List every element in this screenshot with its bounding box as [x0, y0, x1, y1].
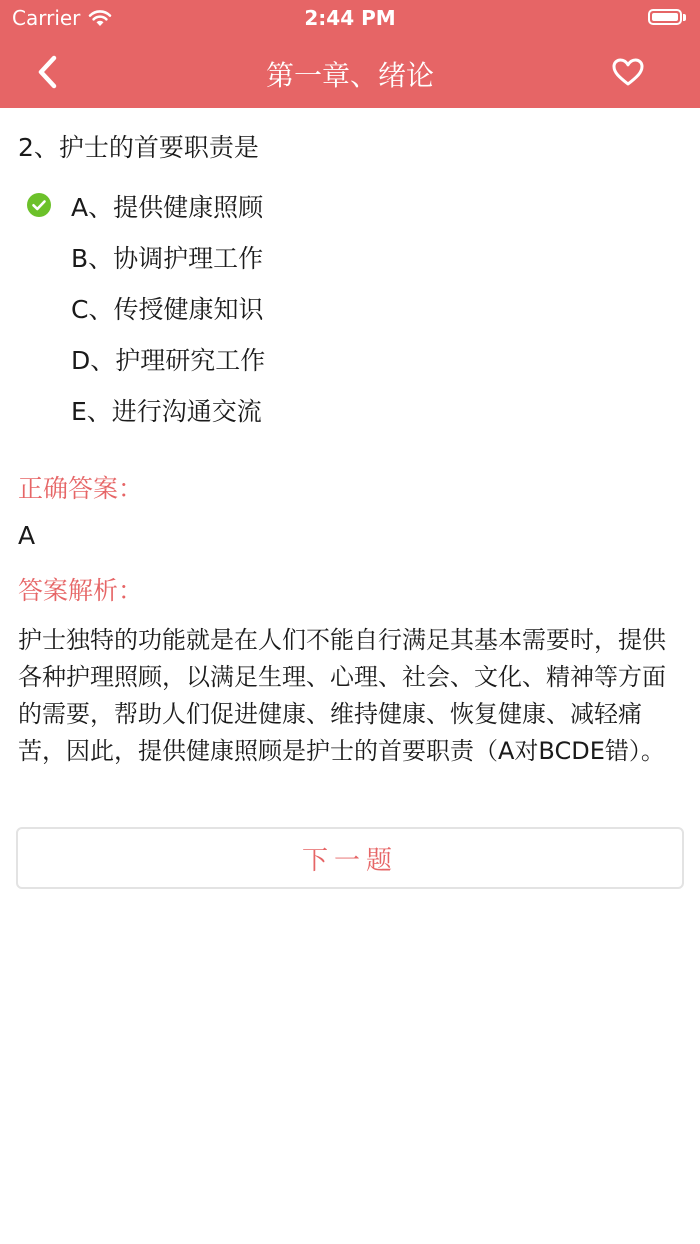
option-label: E、进行沟通交流	[71, 397, 262, 426]
page-title: 第一章、绪论	[265, 59, 434, 92]
next-question-button[interactable]: 下一题	[16, 827, 684, 889]
analysis-heading: 答案解析：	[18, 576, 144, 605]
analysis-text: 护士独特的功能就是在人们不能自行满足其基本需要时，提供各种护理照顾，以满足生理、心理、社会、文化、精神等方面的需要，帮助人们促进健康、维持健康、恢复健康、减轻痛苦，因此，提供健康照顾是护士的首要职责（A对BCDE错）。	[18, 626, 666, 765]
option-label: B、协调护理工作	[71, 244, 264, 273]
option-label: A、提供健康照顾	[71, 193, 264, 222]
option-d[interactable]	[0, 333, 700, 384]
option-label: C、传授健康知识	[71, 295, 264, 324]
status-bar	[0, 0, 700, 36]
status-time: 2:44 PM	[304, 6, 396, 30]
app-header	[0, 0, 700, 108]
battery-icon	[648, 8, 688, 26]
check-circle-icon	[27, 193, 51, 217]
option-e[interactable]	[0, 384, 700, 435]
options-list	[0, 180, 700, 435]
option-b[interactable]	[0, 231, 700, 282]
navigation-bar	[0, 36, 700, 108]
carrier-label: Carrier	[12, 6, 81, 30]
correct-answer-value: A	[18, 521, 36, 550]
correct-answer-heading: 正确答案：	[18, 474, 144, 503]
favorite-button[interactable]	[608, 54, 648, 90]
option-label: D、护理研究工作	[71, 346, 266, 375]
option-c[interactable]	[0, 282, 700, 333]
heart-outline-icon	[611, 57, 645, 87]
option-a[interactable]	[0, 180, 700, 231]
question-text: 2、护士的首要职责是	[18, 133, 259, 162]
